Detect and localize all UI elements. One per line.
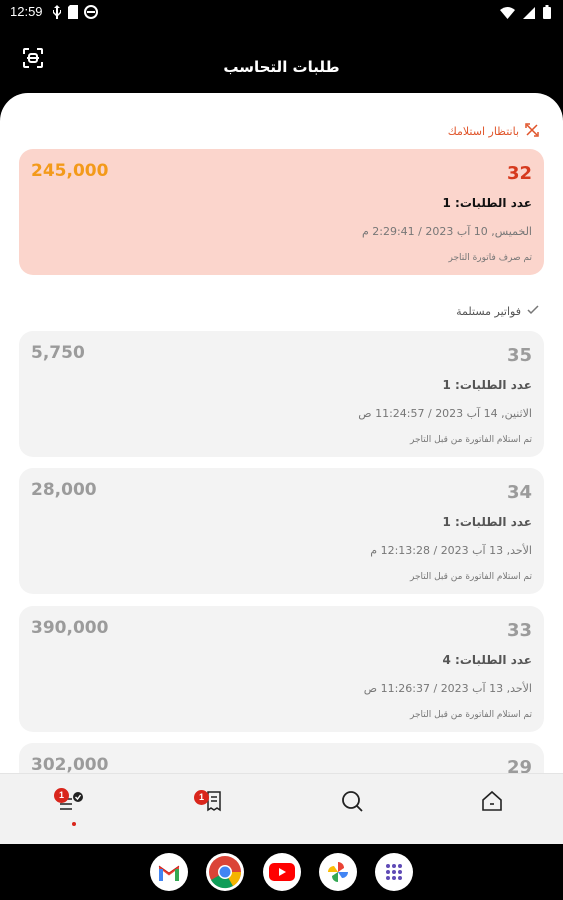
requests-count: عدد الطلبات: 1: [442, 515, 532, 529]
app-dock: [0, 844, 563, 900]
chrome-icon[interactable]: [206, 853, 244, 891]
status-time: 12:59: [10, 4, 43, 19]
orders-badge: 1: [54, 788, 69, 803]
page-title: طلبات التحاسب: [223, 58, 340, 76]
invoice-amount: 5,750: [31, 343, 85, 363]
invoice-date: الخميس, 10 آب 2023 / 2:29:41 م: [361, 225, 532, 238]
checkmark-icon: [527, 305, 539, 318]
wifi-icon: [500, 4, 515, 23]
received-section-label: فواتير مستلمة: [456, 305, 521, 318]
pending-icon: [525, 123, 539, 140]
invoice-badge: 1: [194, 790, 209, 805]
invoice-date: الأحد, 13 آب 2023 / 11:26:37 ص: [363, 682, 532, 695]
invoice-amount: 245,000: [31, 161, 109, 181]
invoice-number: 29: [506, 757, 532, 773]
invoice-card[interactable]: [19, 331, 544, 457]
requests-count: عدد الطلبات: 4: [442, 653, 532, 667]
invoice-date: الأحد, 13 آب 2023 / 12:13:28 م: [370, 544, 532, 557]
invoice-amount: 390,000: [31, 618, 109, 638]
requests-count: عدد الطلبات: 1: [442, 196, 532, 210]
pending-section-label: بانتظار استلامك: [447, 125, 519, 138]
active-indicator: [72, 822, 76, 826]
pending-invoice-card[interactable]: [19, 149, 544, 275]
status-bar: [0, 0, 563, 24]
received-section-header: [456, 305, 539, 318]
invoice-amount: 302,000: [31, 755, 109, 773]
home-icon: [480, 789, 504, 817]
invoice-number: 33: [506, 620, 532, 641]
invoice-status: تم استلام الفاتورة من قبل التاجر: [410, 435, 532, 445]
invoice-card[interactable]: [19, 606, 544, 732]
search-icon: [340, 789, 364, 817]
invoice-number: 35: [506, 345, 532, 366]
requests-count: عدد الطلبات: 1: [442, 378, 532, 392]
main-content[interactable]: [0, 93, 563, 773]
invoice-date: الاثنين, 14 آب 2023 / 11:24:57 ص: [358, 407, 532, 420]
sim-card-icon: [68, 4, 78, 23]
youtube-icon[interactable]: [263, 853, 301, 891]
pending-section-header: [448, 123, 539, 140]
invoice-card[interactable]: [19, 743, 544, 773]
nav-home[interactable]: [474, 788, 510, 818]
app-header: [0, 24, 563, 94]
invoice-amount: 28,000: [31, 480, 97, 500]
usb-icon: [52, 4, 62, 23]
signal-icon: [523, 4, 535, 23]
bottom-navigation: [0, 773, 563, 844]
invoice-status: تم استلام الفاتورة من قبل التاجر: [410, 572, 532, 582]
vpn-icon: [84, 4, 98, 23]
invoice-number: 34: [506, 482, 532, 503]
gmail-icon[interactable]: [150, 853, 188, 891]
nav-search[interactable]: [334, 788, 370, 818]
app-drawer-icon[interactable]: [375, 853, 413, 891]
nav-invoices[interactable]: [196, 788, 232, 818]
invoice-card[interactable]: [19, 468, 544, 594]
photos-icon[interactable]: [319, 853, 357, 891]
battery-icon: [543, 4, 551, 23]
invoice-status: تم صرف فاتورة التاجر: [448, 253, 532, 263]
invoice-number: 32: [506, 163, 532, 184]
invoice-status: تم استلام الفاتورة من قبل التاجر: [410, 710, 532, 720]
nav-orders[interactable]: [52, 788, 88, 818]
